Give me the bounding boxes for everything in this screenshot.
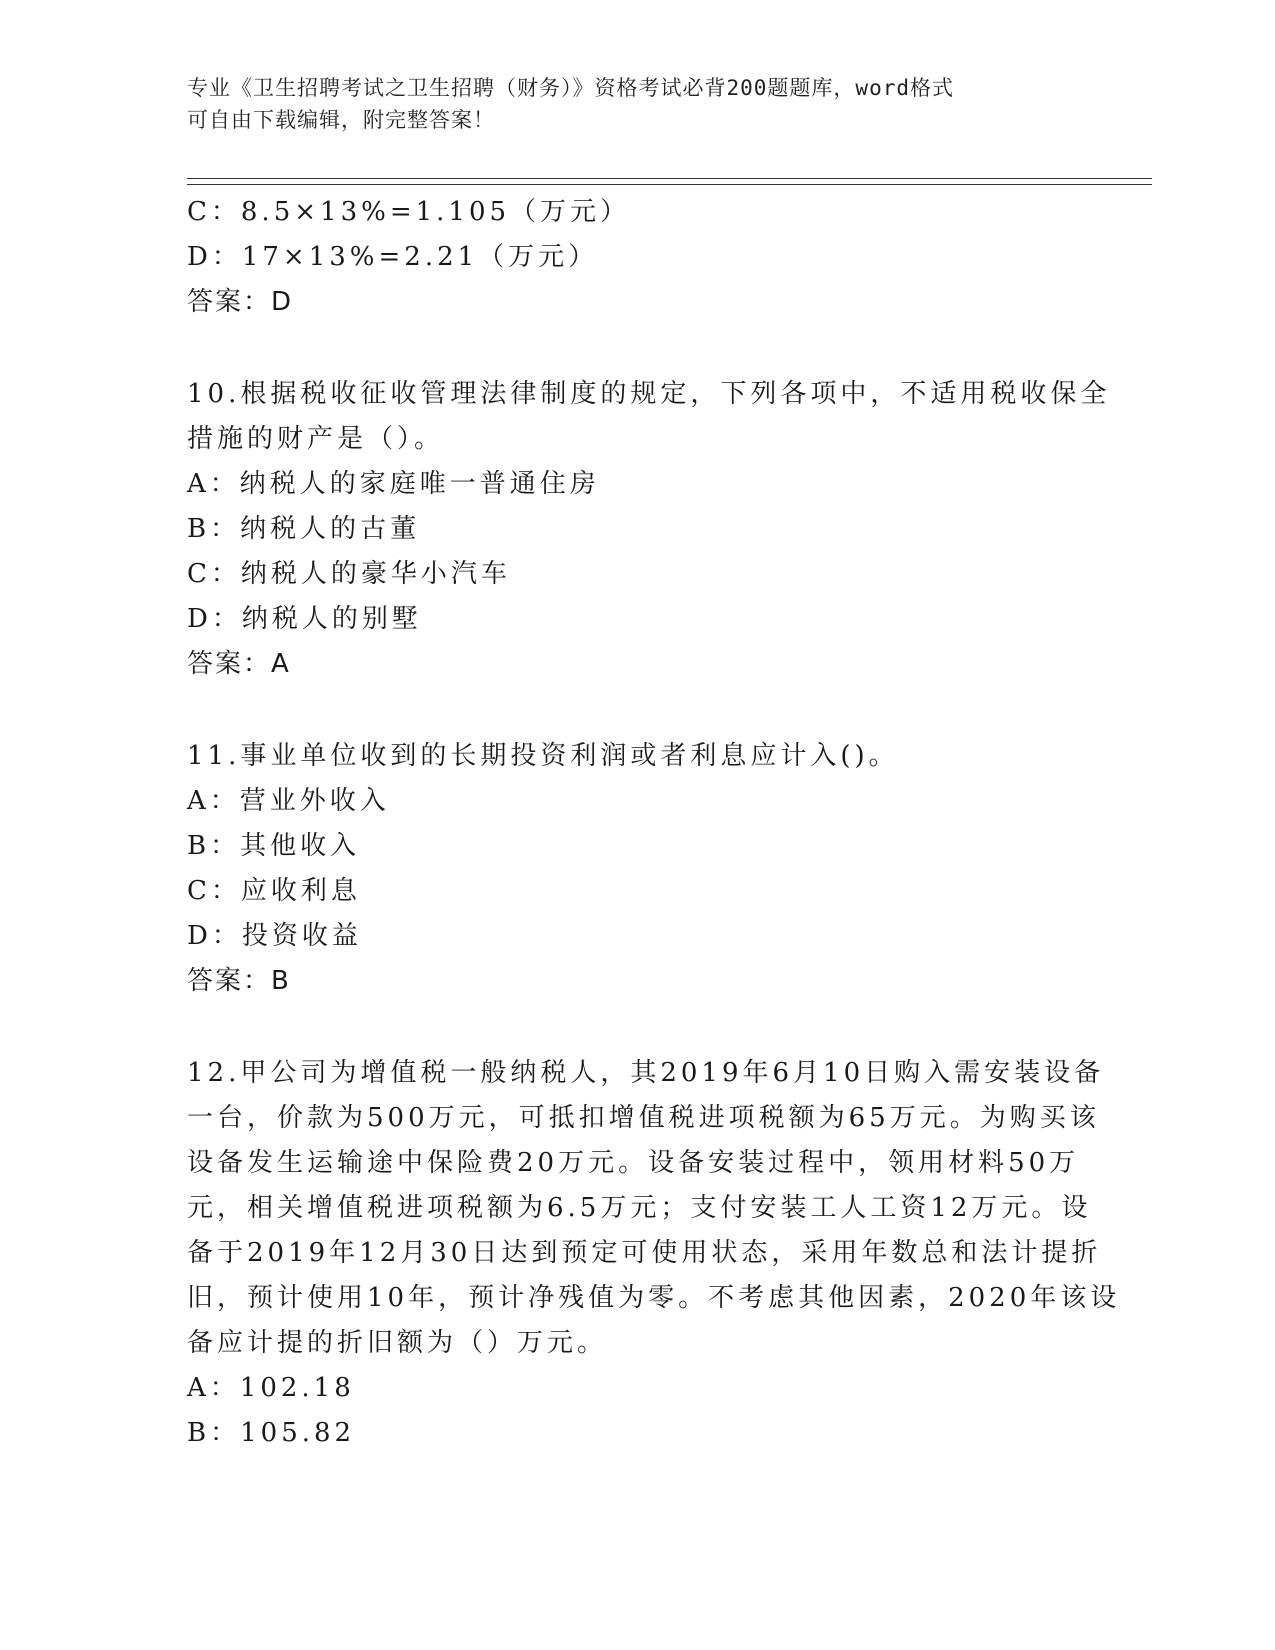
question-12 — [187, 1051, 1121, 1456]
header-rule-top — [187, 178, 1152, 179]
document-body — [187, 190, 1121, 1456]
question-stem-line: 12.甲公司为增值税一般纳税人，其2019年6月10日购入需安装设备 — [187, 1058, 1105, 1088]
document-header — [187, 72, 1067, 136]
option-b: B：纳税人的古董 — [187, 514, 421, 544]
spacer — [187, 687, 1087, 734]
question-stem-line: 备于2019年12月30日达到预定可使用状态，采用年数总和法计提折 — [187, 1238, 1102, 1268]
header-line-1: 专业《卫生招聘考试之卫生招聘（财务）》资格考试必背200题题库，word格式 — [187, 76, 954, 100]
option-a: A：102.18 — [187, 1373, 355, 1403]
question-stem-line: 元，相关增值税进项税额为6.5万元；支付安装工人工资12万元。设 — [187, 1193, 1092, 1223]
header-rule-bottom — [187, 184, 1152, 185]
option-a: A：营业外收入 — [187, 786, 390, 816]
question-stem-line: 备应计提的折旧额为（）万元。 — [187, 1328, 608, 1358]
answer-line: 答案：D — [187, 287, 294, 317]
question-10 — [187, 372, 1111, 687]
option-c: C：8.5×13%=1.105（万元） — [187, 197, 631, 227]
option-a: A：纳税人的家庭唯一普通住房 — [187, 469, 600, 499]
question-stem-line: 一台，价款为500万元，可抵扣增值税进项税额为65万元。为购买该 — [187, 1103, 1100, 1133]
option-c: C：应收利息 — [187, 876, 361, 906]
option-c: C：纳税人的豪华小汽车 — [187, 559, 511, 589]
answer-line: 答案：B — [187, 966, 291, 996]
spacer — [187, 1004, 1087, 1051]
previous-question-tail — [187, 190, 1087, 325]
question-11 — [187, 734, 1087, 1004]
question-stem-line: 10.根据税收征收管理法律制度的规定，下列各项中，不适用税收保全 — [187, 379, 1111, 409]
question-stem-line: 旧，预计使用10年，预计净残值为零。不考虑其他因素，2020年该设 — [187, 1283, 1121, 1313]
option-d: D：17×13%=2.21（万元） — [187, 242, 599, 272]
option-b: B：其他收入 — [187, 831, 361, 861]
question-stem-line: 措施的财产是（）。 — [187, 424, 445, 454]
question-stem-line: 设备发生运输途中保险费20万元。设备安装过程中，领用材料50万 — [187, 1148, 1080, 1178]
option-d: D：纳税人的别墅 — [187, 604, 422, 634]
header-line-2: 可自由下载编辑，附完整答案！ — [187, 108, 495, 132]
option-b: B：105.82 — [187, 1418, 356, 1448]
question-stem-line: 11.事业单位收到的长期投资利润或者利息应计入()。 — [187, 741, 899, 771]
answer-line: 答案：A — [187, 649, 291, 679]
spacer — [187, 325, 1087, 372]
option-d: D：投资收益 — [187, 921, 362, 951]
